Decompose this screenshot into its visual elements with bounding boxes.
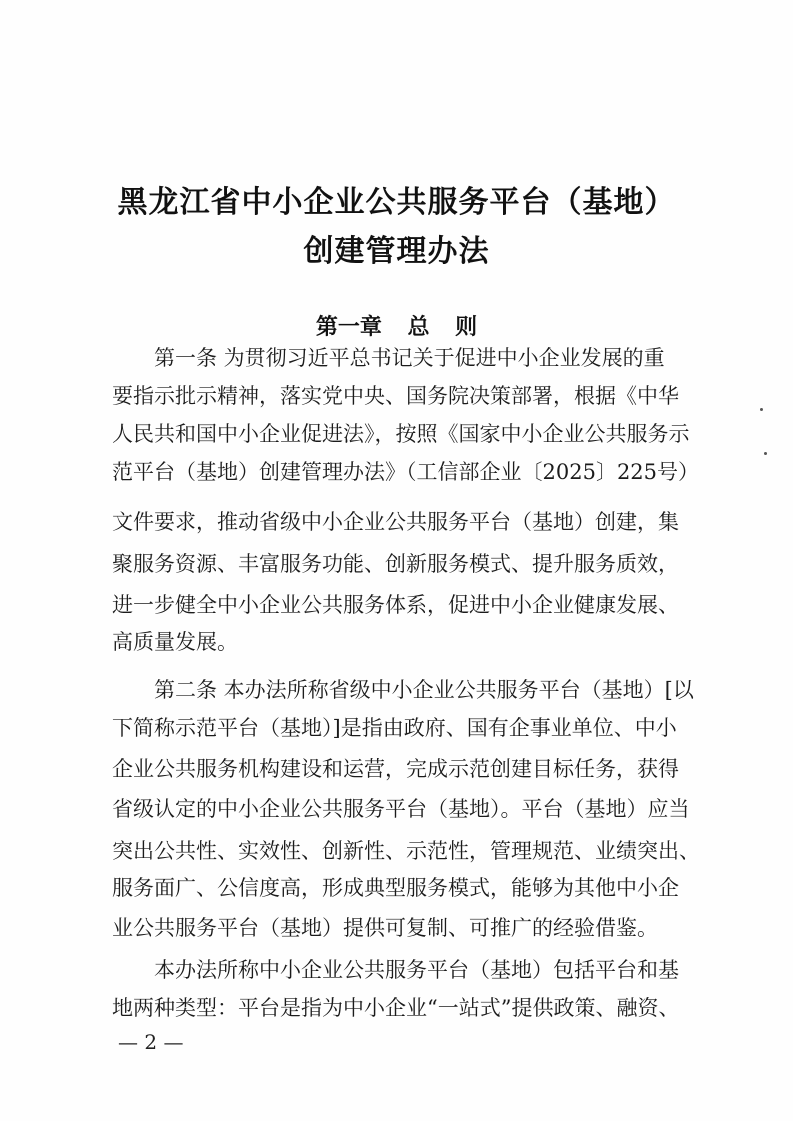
body-line: 高质量发展。	[112, 630, 238, 654]
body-line: 聚服务资源、丰富服务功能、创新服务模式、提升服务质效，	[112, 552, 679, 576]
body-line: 文件要求，推动省级中小企业公共服务平台（基地）创建，集	[112, 510, 679, 534]
body-line: 企业公共服务机构建设和运营，完成示范创建目标任务，获得	[112, 757, 679, 781]
body-line: 突出公共性、实效性、创新性、示范性，管理规范、业绩突出、	[112, 839, 700, 863]
scan-speck	[764, 452, 767, 455]
document-title-line-1: 黑龙江省中小企业公共服务平台（基地）	[117, 185, 676, 220]
body-line: 人民共和国中小企业促进法》，按照《国家中小企业公共服务示	[112, 422, 690, 446]
body-line: 下简称示范平台（基地）]是指由政府、国有企事业单位、中小	[112, 716, 677, 740]
body-line: 范平台（基地）创建管理办法》（工信部企业〔2025〕225号）	[112, 460, 700, 484]
body-line: 第二条 本办法所称省级中小企业公共服务平台（基地）[以	[154, 678, 694, 702]
scan-speck	[760, 408, 763, 411]
document-title-line-2: 创建管理办法	[303, 234, 490, 269]
body-line: 地两种类型：平台是指为中小企业“一站式”提供政策、融资、	[112, 996, 680, 1020]
body-line: 进一步健全中小企业公共服务体系，促进中小企业健康发展、	[112, 593, 679, 617]
body-line: 服务面广、公信度高，形成典型服务模式，能够为其他中小企	[112, 876, 679, 900]
body-line: 第一条 为贯彻习近平总书记关于促进中小企业发展的重	[154, 346, 665, 370]
chapter-heading: 第一章 总 则	[315, 314, 478, 340]
body-line: 省级认定的中小企业公共服务平台（基地）。平台（基地）应当	[112, 797, 690, 821]
body-line: 要指示批示精神，落实党中央、国务院决策部署，根据《中华	[112, 384, 679, 408]
body-line: 本办法所称中小企业公共服务平台（基地）包括平台和基	[154, 958, 679, 982]
page-number: — 2 —	[118, 1030, 184, 1054]
body-line: 业公共服务平台（基地）提供可复制、可推广的经验借鉴。	[112, 916, 658, 940]
